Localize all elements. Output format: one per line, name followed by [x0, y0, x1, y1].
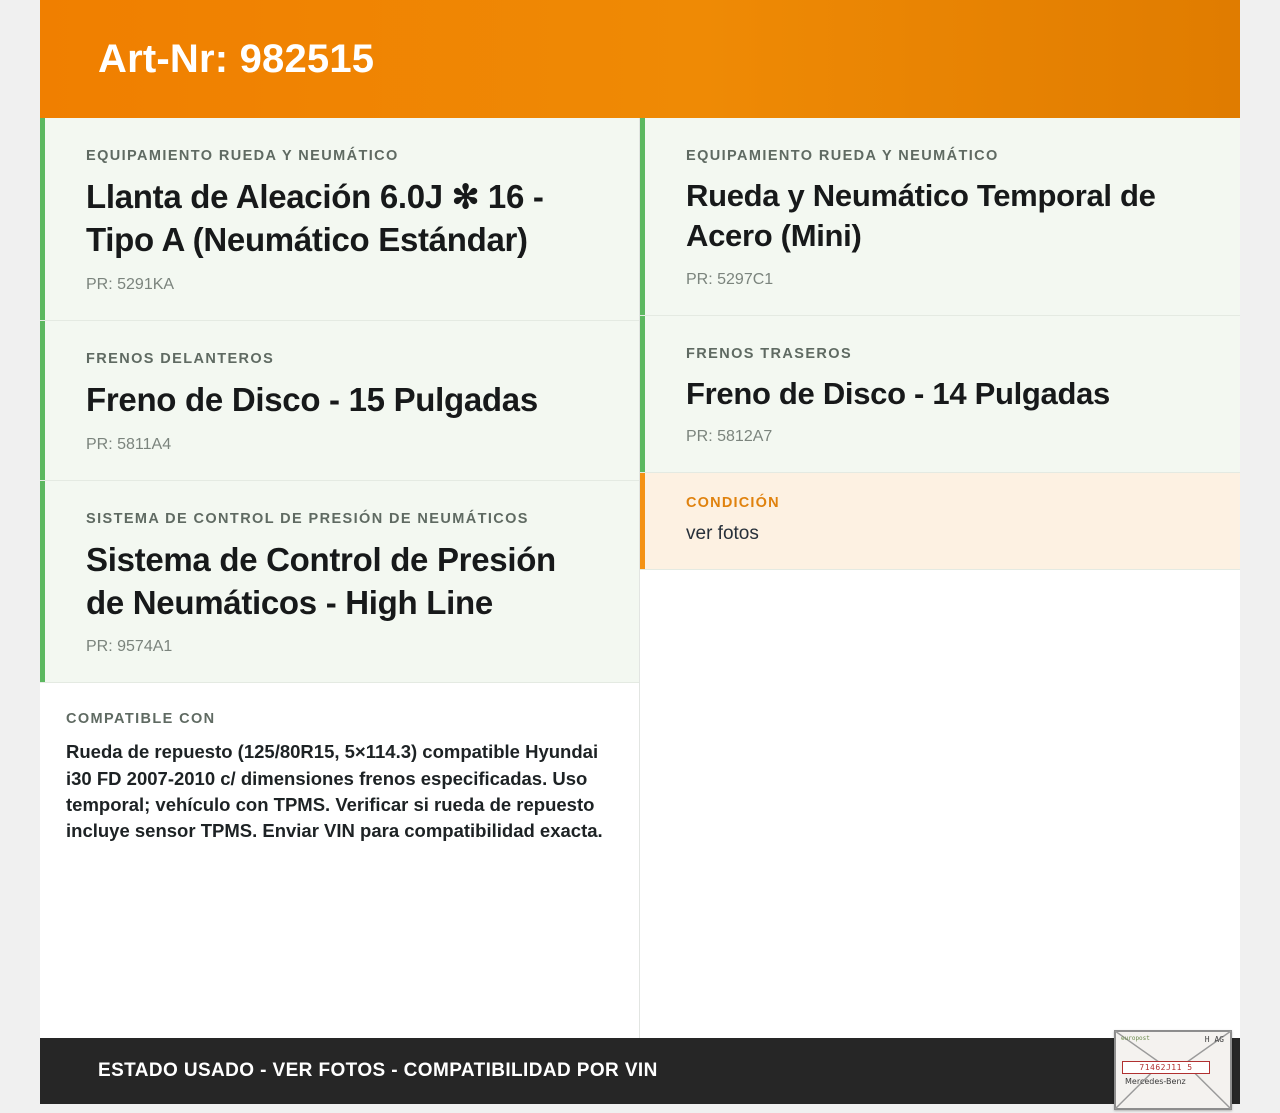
spec-title: Rueda y Neumático Temporal de Acero (Mini) — [686, 178, 1156, 254]
spec-title: Llanta de Aleación 6.0J ✻ 16 - Tipo A (Neumático Estándar) — [86, 178, 544, 258]
spec-card — [40, 321, 639, 481]
spec-card — [640, 118, 1240, 316]
right-column — [640, 118, 1240, 1038]
compatibility-text: Rueda de repuesto (125/80R15, 5×114.3) compatible Hyundai i30 FD 2007-2010 c/ dimensiones frenos especificadas. Uso temporal; vehículo con TPMS. Verificar si rueda de repuesto incluye sensor TPMS. Enviar VIN para compatibilidad exacta. — [66, 741, 603, 842]
stamp-top-code: H AG — [1204, 1035, 1224, 1044]
page-title: Art-Nr: 982515 — [98, 36, 375, 81]
stamp-brand: Mercedes-Benz — [1125, 1077, 1186, 1086]
spec-category: SISTEMA DE CONTROL DE PRESIÓN DE NEUMÁTICOS — [86, 510, 529, 527]
spec-pr-code: PR: 5291KA — [86, 275, 175, 293]
right-column-filler — [640, 570, 1240, 1038]
spec-pr-code: PR: 9574A1 — [86, 638, 173, 656]
header-bar — [40, 0, 1240, 118]
left-column — [40, 118, 640, 1038]
content-body — [40, 118, 1240, 1038]
condition-card — [640, 473, 1240, 570]
spec-card — [40, 118, 639, 321]
spec-title: Freno de Disco - 15 Pulgadas — [86, 380, 538, 418]
stamp-left-code: europost — [1121, 1035, 1150, 1042]
footer-bar — [40, 1035, 1240, 1104]
stamp-barcode-label: 71462J11 5 — [1122, 1061, 1210, 1074]
spec-title: Freno de Disco - 14 Pulgadas — [686, 375, 1110, 411]
spec-category: FRENOS DELANTEROS — [86, 350, 275, 367]
spec-title: Sistema de Control de Presión de Neumáticos - High Line — [86, 540, 556, 621]
spec-category: FRENOS TRASEROS — [686, 345, 853, 362]
compatibility-card — [40, 683, 639, 870]
spec-pr-code: PR: 5812A7 — [686, 427, 773, 445]
spec-category: EQUIPAMIENTO RUEDA Y NEUMÁTICO — [686, 148, 999, 164]
condition-value: ver fotos — [686, 522, 759, 544]
footer-notice: ESTADO USADO - VER FOTOS - COMPATIBILIDAD POR VIN — [98, 1060, 658, 1081]
condition-label: CONDICIÓN — [686, 494, 780, 511]
envelope-stamp-icon — [1114, 1030, 1232, 1110]
spec-card — [40, 481, 639, 684]
spec-pr-code: PR: 5297C1 — [686, 270, 774, 288]
left-column-filler — [40, 871, 639, 1038]
compatibility-label: COMPATIBLE CON — [66, 711, 216, 728]
spec-pr-code: PR: 5811A4 — [86, 435, 172, 453]
spec-sheet — [40, 0, 1240, 1104]
spec-category: EQUIPAMIENTO RUEDA Y NEUMÁTICO — [86, 148, 399, 164]
spec-card — [640, 316, 1240, 473]
